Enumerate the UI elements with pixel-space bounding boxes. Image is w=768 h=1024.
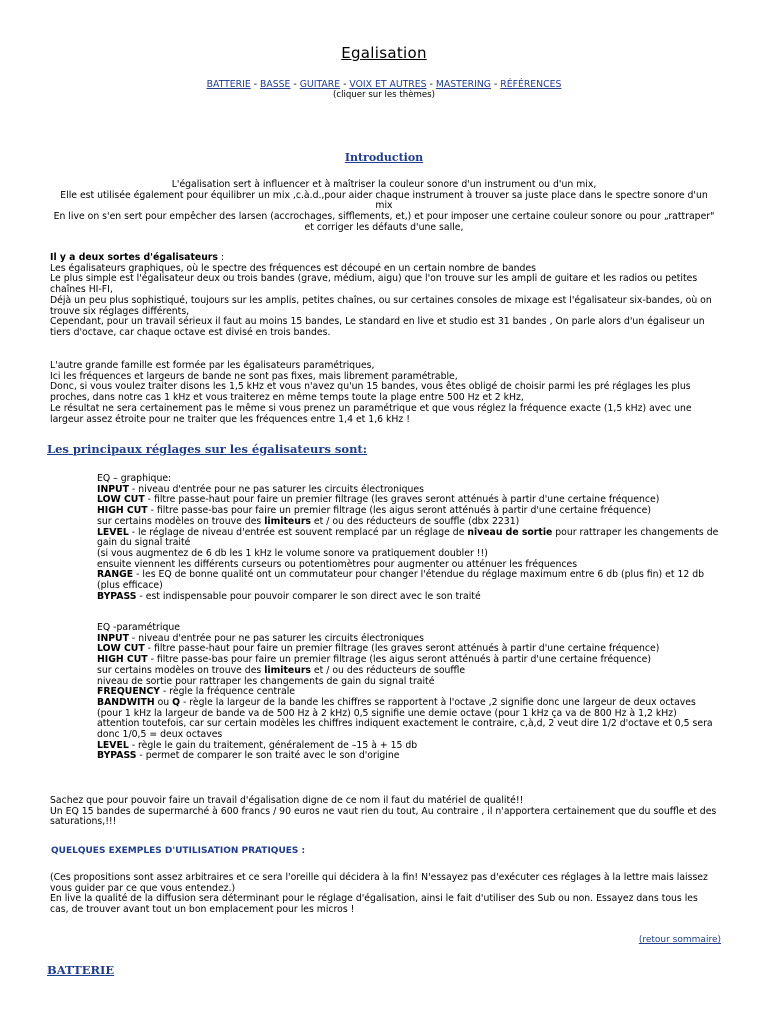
level-text-2: pour rattraper les changements de gain du signal traité [97, 526, 719, 549]
nav-link-voix-et-autres[interactable]: VOIX ET AUTRES [349, 79, 427, 90]
parametric-paragraph [50, 361, 718, 425]
bypass-label: BYPASS [97, 590, 137, 602]
quality-paragraph [50, 796, 718, 828]
level-bold: niveau de sortie [467, 526, 553, 538]
nav-link-references[interactable]: RÉFÉRENCES [500, 79, 562, 90]
eq-types-paragraph [50, 253, 718, 339]
level-text: - le réglage de niveau d'entrée est souvent remplacé par un réglage de [128, 526, 468, 538]
level-text: - règle le gain du traitement, généralement de –15 à + 15 db [128, 739, 418, 751]
eq-param-bypass [97, 751, 720, 762]
theme-nav [0, 79, 768, 90]
examples-line: En live la qualité de la diffusion sera déterminant pour le réglage d'égalisation, ainsi le fait d'utiliser des Sub ou non. Essayez dans tous les cas, de trouver avant tout un bon emplacement pour les micros ! [50, 893, 698, 916]
input-text: - niveau d'entrée pour ne pas saturer les circuits électroniques [128, 483, 424, 495]
frequency-label: FREQUENCY [97, 686, 160, 698]
nav-hint: (cliquer sur les thèmes) [333, 90, 435, 100]
types-line: Déjà un peu plus sophistiqué, toujours sur les amplis, petites chaînes, ou sur certaines consoles de mixage est l'égalisateur six-bandes, où on trouve six réglages différents, [50, 294, 712, 317]
types-line: Cependant, pour un travail sérieux il faut au moins 15 bandes, Le standard en live et studio est 31 bandes , On parle alors d'un égaliseur un tiers d'octave, car chaque octave est divisé en trois bandes. [50, 316, 705, 338]
examples-paragraph [50, 873, 718, 916]
highcut-label: HIGH CUT [97, 505, 148, 517]
eq-param-models [97, 666, 720, 677]
lowcut-label: LOW CUT [97, 643, 145, 655]
param-line: Donc, si vous voulez traiter disons les 1,5 kHz et vous n'avez qu'un 15 bandes, vous êtes obligé de choisir parmi les pré réglages les plus proches, dans notre cas 1 kHz et vous traiterez en même temps toute la plage entre 500 Hz et 2 kHz, [50, 381, 691, 404]
nav-separator: - [491, 79, 501, 90]
eq-graphic-list [97, 474, 720, 602]
range-label: RANGE [97, 569, 134, 581]
eq-parametric-list [97, 623, 720, 762]
eq-param-bandwidth [97, 698, 720, 719]
models-post: et / ou des réducteurs de souffle [310, 664, 466, 676]
models-pre: sur certains modèles on trouve des [97, 515, 265, 527]
highcut-label: HIGH CUT [97, 654, 148, 666]
back-to-summary-link[interactable]: (retour sommaire) [638, 935, 721, 945]
models-post: et / ou des réducteurs de souffle (dbx 2231) [310, 515, 520, 527]
level-label: LEVEL [97, 739, 129, 751]
models-pre: sur certains modèles on trouve des [97, 664, 265, 676]
introduction-heading: Introduction [344, 151, 424, 164]
introduction-text [52, 180, 716, 234]
nav-separator: - [250, 79, 261, 90]
lowcut-text: - filtre passe-haut pour faire un premier filtrage (les graves seront atténués à partir d'une certaine fréquence) [144, 643, 660, 655]
bandwidth-label: BANDWITH [97, 696, 155, 708]
types-lead-rest: : [217, 252, 225, 263]
nav-link-mastering[interactable]: MASTERING [435, 79, 492, 90]
types-lead-bold: Il y a deux sortes d'égalisateurs [50, 252, 218, 263]
intro-line: Elle est utilisée également pour équilibrer un mix ,c.à.d.,pour aider chaque instrument à trouver sa juste place dans le spectre sonore d'un mix [60, 189, 708, 212]
bypass-text: - permet de comparer le son traité avec le son d'origine [136, 750, 400, 762]
eq-param-title: EQ -paramétrique [97, 622, 180, 633]
nav-link-basse[interactable]: BASSE [260, 79, 291, 90]
level-label: LEVEL [97, 526, 129, 538]
nav-separator: - [290, 79, 300, 90]
input-label: INPUT [97, 632, 129, 644]
param-line: L'autre grande famille est formée par les égalisateurs paramétriques, [50, 360, 375, 371]
frequency-text: - règle la fréquence centrale [160, 686, 295, 698]
highcut-text: - filtre passe-bas pour faire un premier filtrage (les aigus seront atténués à partir d'une certaine fréquence) [147, 505, 651, 517]
eq-graphic-range [97, 570, 720, 591]
range-text: - les EQ de bonne qualité ont un commutateur pour changer l'étendue du réglage maximum entre 6 db (plus fin) et 12 db (plus efficace) [97, 569, 705, 592]
models-bold: limiteurs [264, 664, 311, 676]
examples-line: (Ces propositions sont assez arbitraires et ce sera l'oreille qui décidera à la fin! N'essayez pas d'exécuter ces réglages à la lettre mais laissez vous guider par ce que vous entendez.) [50, 872, 708, 894]
bypass-text: - est indispensable pour pouvoir comparer le son direct avec le son traité [136, 590, 481, 602]
eq-param-output: niveau de sortie pour rattraper les changements de gain du signal traité [97, 675, 435, 687]
highcut-text: - filtre passe-bas pour faire un premier filtrage (les aigus seront atténués à partir d'une certaine fréquence) [147, 654, 651, 666]
nav-separator: - [426, 79, 436, 90]
nav-separator: - [340, 79, 350, 90]
models-bold: limiteurs [264, 515, 311, 527]
bandwidth-or: ou [154, 696, 173, 708]
lowcut-text: - filtre passe-haut pour faire un premier filtrage (les graves seront atténués à partir d'une certaine fréquence) [144, 494, 660, 506]
bypass-label: BYPASS [97, 750, 137, 762]
eq-graphic-sliders: ensuite viennent les différents curseurs ou potentiomètres pour augmenter ou atténuer les fréquences [97, 558, 578, 570]
lowcut-label: LOW CUT [97, 494, 145, 506]
input-text: - niveau d'entrée pour ne pas saturer les circuits électroniques [128, 632, 424, 644]
eq-graphic-level [97, 528, 720, 549]
param-line: Le résultat ne sera certainement pas le même si vous prenez un paramétrique et que vous réglez la fréquence exacte (1,5 kHz) avec une largeur assez étroite pour ne traiter que les fréquences entre 1,4 et 1,6 kHz ! [50, 402, 692, 425]
nav-link-guitare[interactable]: GUITARE [299, 79, 341, 90]
q-label: Q [172, 696, 181, 708]
types-line: Le plus simple est l'égalisateur deux ou trois bandes (grave, médium, aigu) que l'on trouve sur les ampli de guitare et les radios ou petites chaînes HI-FI, [50, 273, 698, 296]
examples-heading: QUELQUES EXEMPLES D'UTILISATION PRATIQUES : [51, 846, 306, 856]
quality-line: Sachez que pour pouvoir faire un travail d'égalisation digne de ce nom il faut du matériel de qualité!! [50, 795, 524, 806]
settings-heading: Les principaux réglages sur les égalisateurs sont: [47, 442, 367, 456]
intro-line: L'égalisation sert à influencer et à maîtriser la couleur sonore d'un instrument ou d'un mix, [171, 179, 597, 190]
page-title: Egalisation [341, 44, 427, 62]
eq-graphic-bypass [97, 592, 720, 603]
bandwidth-text: - règle la largeur de la bande les chiffres se rapportent à l'octave ,2 signifie donc une largeur de deux octaves (pour 1 kHz la largeur de bande va de 500 Hz à 2 kHz) 0,5 signifie une demie octave (pour 1 kHz ça va de 800 Hz à 1,2 kHz) [97, 696, 696, 719]
intro-line: En live on s'en sert pour empêcher des larsen (accrochages, sifflements, et,) et pour imposer une certaine couleur sonore ou pour „rattraper" et corriger les défauts d'une salle, [53, 211, 715, 233]
nav-link-batterie[interactable]: BATTERIE [206, 79, 251, 90]
quality-line: Un EQ 15 bandes de supermarché à 600 francs / 90 euros ne vaut rien du tout, Au contraire , il n'apportera certainement que du souffle et des saturations,!!! [50, 805, 717, 828]
eq-graphic-title: EQ – graphique: [97, 473, 172, 484]
eq-param-attention: attention toutefois, car sur certain modèles les chiffres indiquent exactement le contraire, c,à,d, 2 veut dire 1/2 d'octave et 0,5 sera donc 1/0,5 = deux octaves [97, 718, 713, 741]
types-line: Les égalisateurs graphiques, où le spectre des fréquences est découpé en un certain nombre de bandes [50, 262, 537, 274]
param-line: Ici les fréquences et largeurs de bande ne sont pas fixes, mais librement paramétrable, [50, 370, 458, 382]
eq-graphic-example: (si vous augmentez de 6 db les 1 kHz le volume sonore va pratiquement doubler !!) [97, 547, 488, 559]
input-label: INPUT [97, 483, 129, 495]
batterie-section-heading[interactable]: BATTERIE [47, 963, 115, 977]
